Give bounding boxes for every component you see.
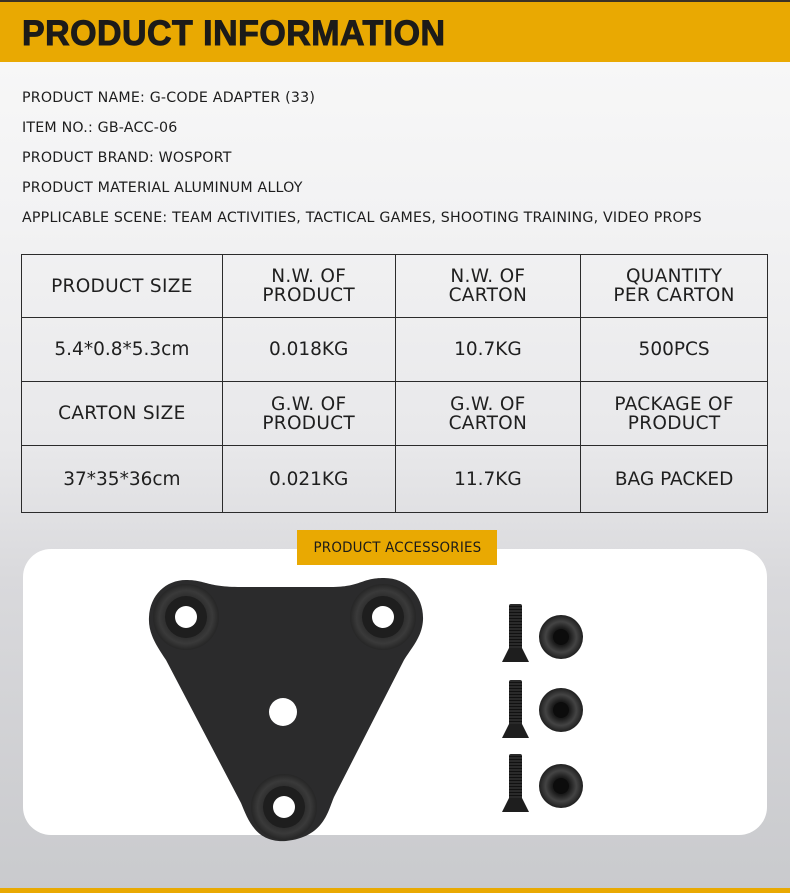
header-carton-size: CARTON SIZE [22,382,223,446]
header-product-size: PRODUCT SIZE [22,255,223,318]
table-header-row [22,255,768,318]
info-item-number: ITEM NO.: GB-ACC-06 [22,120,178,136]
screws-and-t-nuts-icon [498,604,588,814]
screw-1 [502,604,529,662]
header-gw-product: G.W. OF PRODUCT [222,382,395,446]
table-row [22,318,768,382]
value-carton-size: 37*35*36cm [22,446,223,513]
header-nw-product: N.W. OF PRODUCT [222,255,395,318]
info-product-material: PRODUCT MATERIAL ALUMINUM ALLOY [22,180,303,196]
header-quantity-per-carton: QUANTITY PER CARTON [581,255,768,318]
value-quantity-per-carton: 500PCS [581,318,768,382]
value-nw-product: 0.018KG [222,318,395,382]
triangle-mount-plate-icon [146,575,426,845]
accessories-label: PRODUCT ACCESSORIES [313,539,481,556]
screw-2 [502,680,529,738]
bottom-accent-bar [0,888,790,893]
table-row [22,446,768,513]
value-nw-carton: 10.7KG [395,318,581,382]
screw-3 [502,754,529,812]
header-package-of-product: PACKAGE OF PRODUCT [581,382,768,446]
page-title: PRODUCT INFORMATION [22,14,446,53]
header-nw-carton: N.W. OF CARTON [395,255,581,318]
info-product-name: PRODUCT NAME: G-CODE ADAPTER (33) [22,90,316,106]
value-gw-product: 0.021KG [222,446,395,513]
header-banner [0,2,790,62]
info-product-brand: PRODUCT BRAND: WOSPORT [22,150,232,166]
value-gw-carton: 11.7KG [395,446,581,513]
accessories-badge [297,530,497,565]
table-header-row [22,382,768,446]
value-product-size: 5.4*0.8*5.3cm [22,318,223,382]
info-applicable-scene: APPLICABLE SCENE: TEAM ACTIVITIES, TACTICAL GAMES, SHOOTING TRAINING, VIDEO PROPS [22,210,702,226]
header-gw-carton: G.W. OF CARTON [395,382,581,446]
specs-table [21,254,768,513]
product-info-list [22,88,716,238]
value-package-of-product: BAG PACKED [581,446,768,513]
